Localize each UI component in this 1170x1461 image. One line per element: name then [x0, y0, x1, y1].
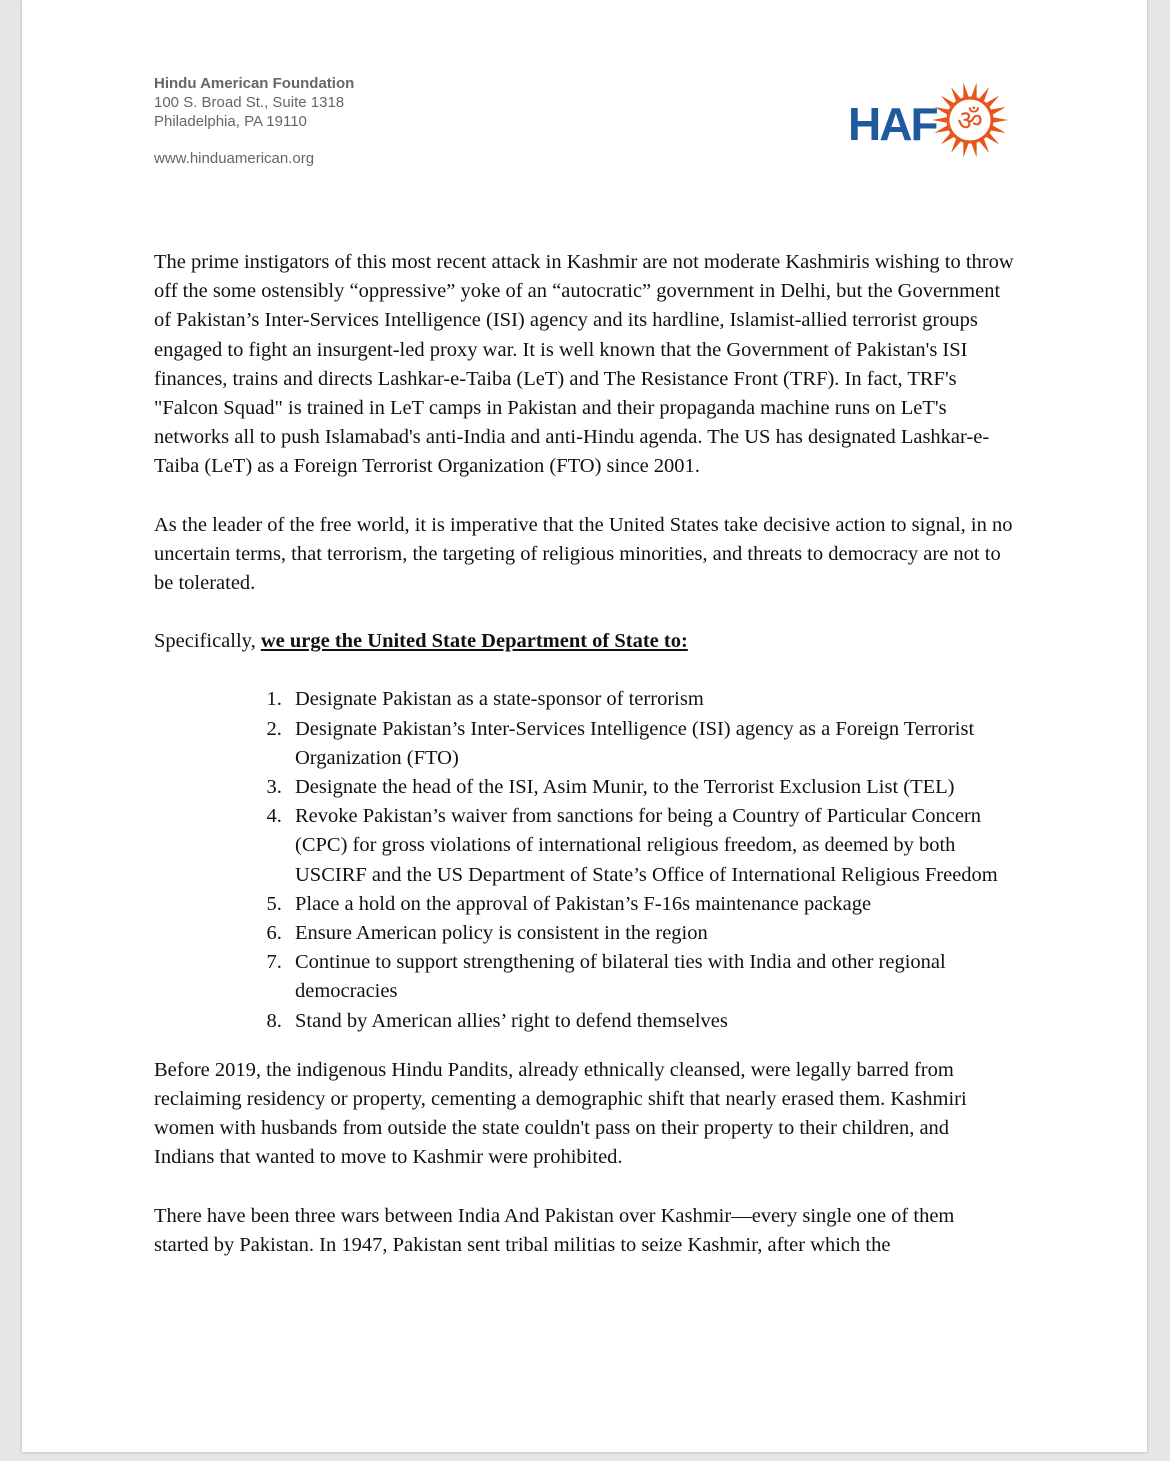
haf-logo — [848, 74, 1012, 164]
list-item: 3. Designate the head of the ISI, Asim Munir, to the Terrorist Exclusion List (TEL) — [287, 773, 1014, 802]
list-item: 4. Revoke Pakistan’s waiver from sanctions for being a Country of Particular Concern (CPC) for gross violations of international religious freedom, as deemed by both USCIRF and the US Department of State’s Office of International Religious Freedom — [287, 802, 1014, 890]
paragraph-2: As the leader of the free world, it is imperative that the United States take decisive action to signal, in no uncertain terms, that terrorism, the targeting of religious minorities, and threats to democracy are not to be tolerated. — [154, 513, 1013, 595]
sun-ray — [971, 142, 976, 157]
sun-ray — [993, 117, 1008, 123]
specifically-prefix: Specifically, — [154, 630, 261, 653]
list-item: 7. Continue to support strengthening of bilateral ties with India and other regional democracies — [287, 948, 1014, 1006]
list-item: 1. Designate Pakistan as a state-sponsor of terrorism — [287, 685, 1014, 714]
urge-emphasis: we urge the United State Department of State to: — [260, 630, 688, 653]
sun-ray — [991, 125, 1006, 133]
sun-ray — [934, 107, 949, 115]
list-item: 5. Place a hold on the approval of Pakistan’s F-16s maintenance package — [287, 890, 1014, 919]
paragraph-4: There have been three wars between India And Pakistan over Kashmir—every single one of them started by Pakistan. In 1947, Pakistan sent tribal militias to seize Kashmir, after which the — [154, 1204, 955, 1256]
om-sun-icon — [848, 74, 1012, 164]
paragraph-3: Before 2019, the indigenous Hindu Pandits, already ethnically cleansed, were legally barred from reclaiming residency or property, cementing a demographic shift that nearly erased them. Kashmiri women with husbands from outside the state couldn't pass on their property to their children, and Indians that wanted to move to Kashmir were prohibited. — [154, 1058, 967, 1169]
logo-text: HAF — [848, 98, 937, 150]
letter-body — [154, 248, 1014, 1289]
sun-ray — [963, 83, 968, 98]
sun-ray — [991, 107, 1006, 115]
sun-ray — [934, 125, 949, 133]
org-name: Hindu American Foundation — [154, 75, 355, 92]
sun-ray — [971, 83, 976, 98]
specifically-line — [154, 627, 1014, 656]
list-item: 2. Designate Pakistan’s Inter-Services Intelligence (ISI) agency as a Foreign Terrorist Organization (FTO) — [287, 715, 1014, 773]
address-line-2: Philadelphia, PA 19110 — [154, 113, 307, 130]
document-page — [22, 0, 1147, 1452]
website-link[interactable]: www.hinduamerican.org — [154, 150, 315, 167]
sun-ray — [963, 142, 968, 157]
paragraph-1: The prime instigators of this most recent attack in Kashmir are not moderate Kashmiris wishing to throw off the some ostensibly “oppressive” yoke of an “autocratic” government in Delhi, but the Government of Pakistan’s Inter-Services Intelligence (ISI) agency and its hardline, Islamist-allied terrorist groups engaged to fight an insurgent-led proxy war. It is well known that the Government of Pakistan's ISI finances, trains and directs Lashkar-e-Taiba (LeT) and The Resistance Front (TRF). In fact, TRF's "Falcon Squad" is trained in LeT camps in Pakistan and their propaganda machine runs on LeT's networks all to push Islamabad's anti-India and anti-Hindu agenda. The US has designated Lashkar-e-Taiba (LeT) as a Foreign Terrorist Organization (FTO) since 2001. — [154, 251, 1014, 478]
list-item: 8. Stand by American allies’ right to defend themselves — [287, 1007, 1014, 1036]
letterhead — [154, 74, 354, 168]
action-list — [154, 685, 1014, 1035]
list-item: 6. Ensure American policy is consistent in the region — [287, 919, 1014, 948]
address-line-1: 100 S. Broad St., Suite 1318 — [154, 94, 345, 111]
svg-text:ॐ: ॐ — [957, 104, 983, 137]
